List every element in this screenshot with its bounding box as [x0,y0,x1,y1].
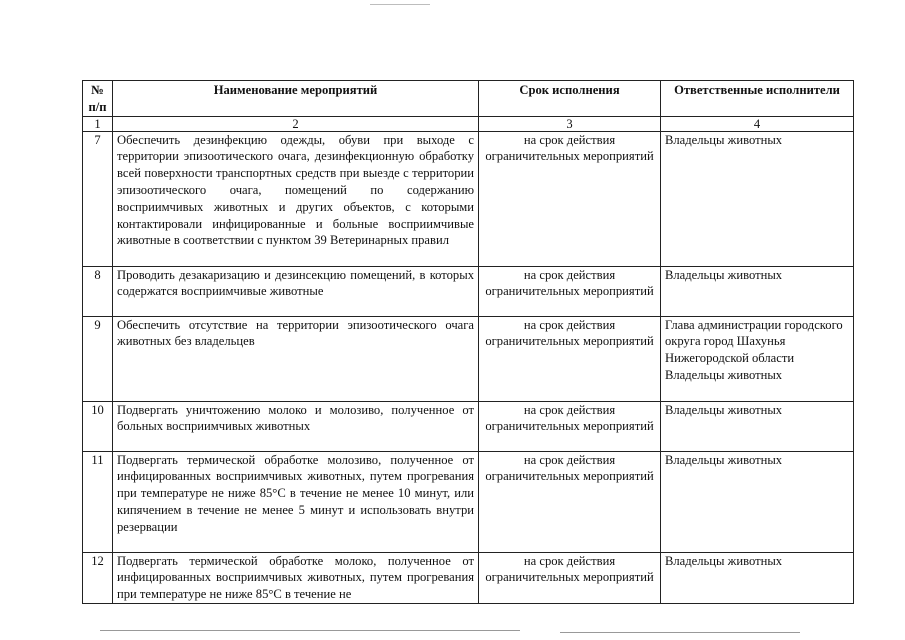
measure-term: на срок действия ограничительных мероприятий [479,552,661,603]
measure-term: на срок действия ограничительных мероприятий [479,451,661,552]
measure-responsible: Владельцы животных [661,451,854,552]
measure-responsible: Владельцы животных [661,401,854,451]
table-row [83,552,854,603]
measure-name: Подвергать термической обработке молоко, полученное от инфицированных восприимчивых животных, путем прогревания при температуре не ниже 85°С в течение не [113,552,479,603]
row-number: 12 [83,552,113,603]
measure-term: на срок действия ограничительных мероприятий [479,131,661,266]
measure-responsible: Владельцы животных [661,266,854,316]
measure-responsible: Глава администрации городского округа город Шахунья Нижегородской области Владельцы животных [661,316,854,401]
table-row [83,401,854,451]
measure-name: Обеспечить дезинфекцию одежды, обуви при выходе с территории эпизоотического очага, дезинфекционную обработку всей поверхности транспортных средств при выезде с территории эпизоотического очага, помещений по содержанию восприимчивых животных и других объектов, с которыми контактировали инфицированные и больные восприимчивые животные в соответствии с пунктом 39 Ветеринарных правил [113,131,479,266]
header-num: № п/п [83,81,113,117]
row-number: 10 [83,401,113,451]
header-term: Срок исполнения [479,81,661,117]
table-row [83,451,854,552]
index-cell: 3 [479,116,661,131]
scan-artifact [560,632,800,633]
measure-term: на срок действия ограничительных мероприятий [479,316,661,401]
table-row [83,266,854,316]
header-name: Наименование мероприятий [113,81,479,117]
index-cell: 2 [113,116,479,131]
index-cell: 1 [83,116,113,131]
measure-term: на срок действия ограничительных мероприятий [479,401,661,451]
measure-responsible: Владельцы животных [661,131,854,266]
index-cell: 4 [661,116,854,131]
table-row [83,316,854,401]
scan-artifact [100,630,520,631]
row-number: 7 [83,131,113,266]
header-resp: Ответственные исполнители [661,81,854,117]
measure-responsible: Владельцы животных [661,552,854,603]
measure-name: Проводить дезакаризацию и дезинсекцию помещений, в которых содержатся восприимчивые животные [113,266,479,316]
index-row [83,116,854,131]
measure-name: Подвергать термической обработке молозиво, полученное от инфицированных восприимчивых животных, путем прогревания при температуре не ниже 85°С в течение не менее 10 минут, или кипячением в течение не менее 5 минут и использовать внутри резервации [113,451,479,552]
table-row [83,131,854,266]
row-number: 11 [83,451,113,552]
row-number: 9 [83,316,113,401]
measure-name: Обеспечить отсутствие на территории эпизоотического очага животных без владельцев [113,316,479,401]
measure-term: на срок действия ограничительных мероприятий [479,266,661,316]
measures-table [82,80,854,604]
scan-artifact [370,4,430,5]
row-number: 8 [83,266,113,316]
header-row [83,81,854,117]
measure-name: Подвергать уничтожению молоко и молозиво, полученное от больных восприимчивых животных [113,401,479,451]
